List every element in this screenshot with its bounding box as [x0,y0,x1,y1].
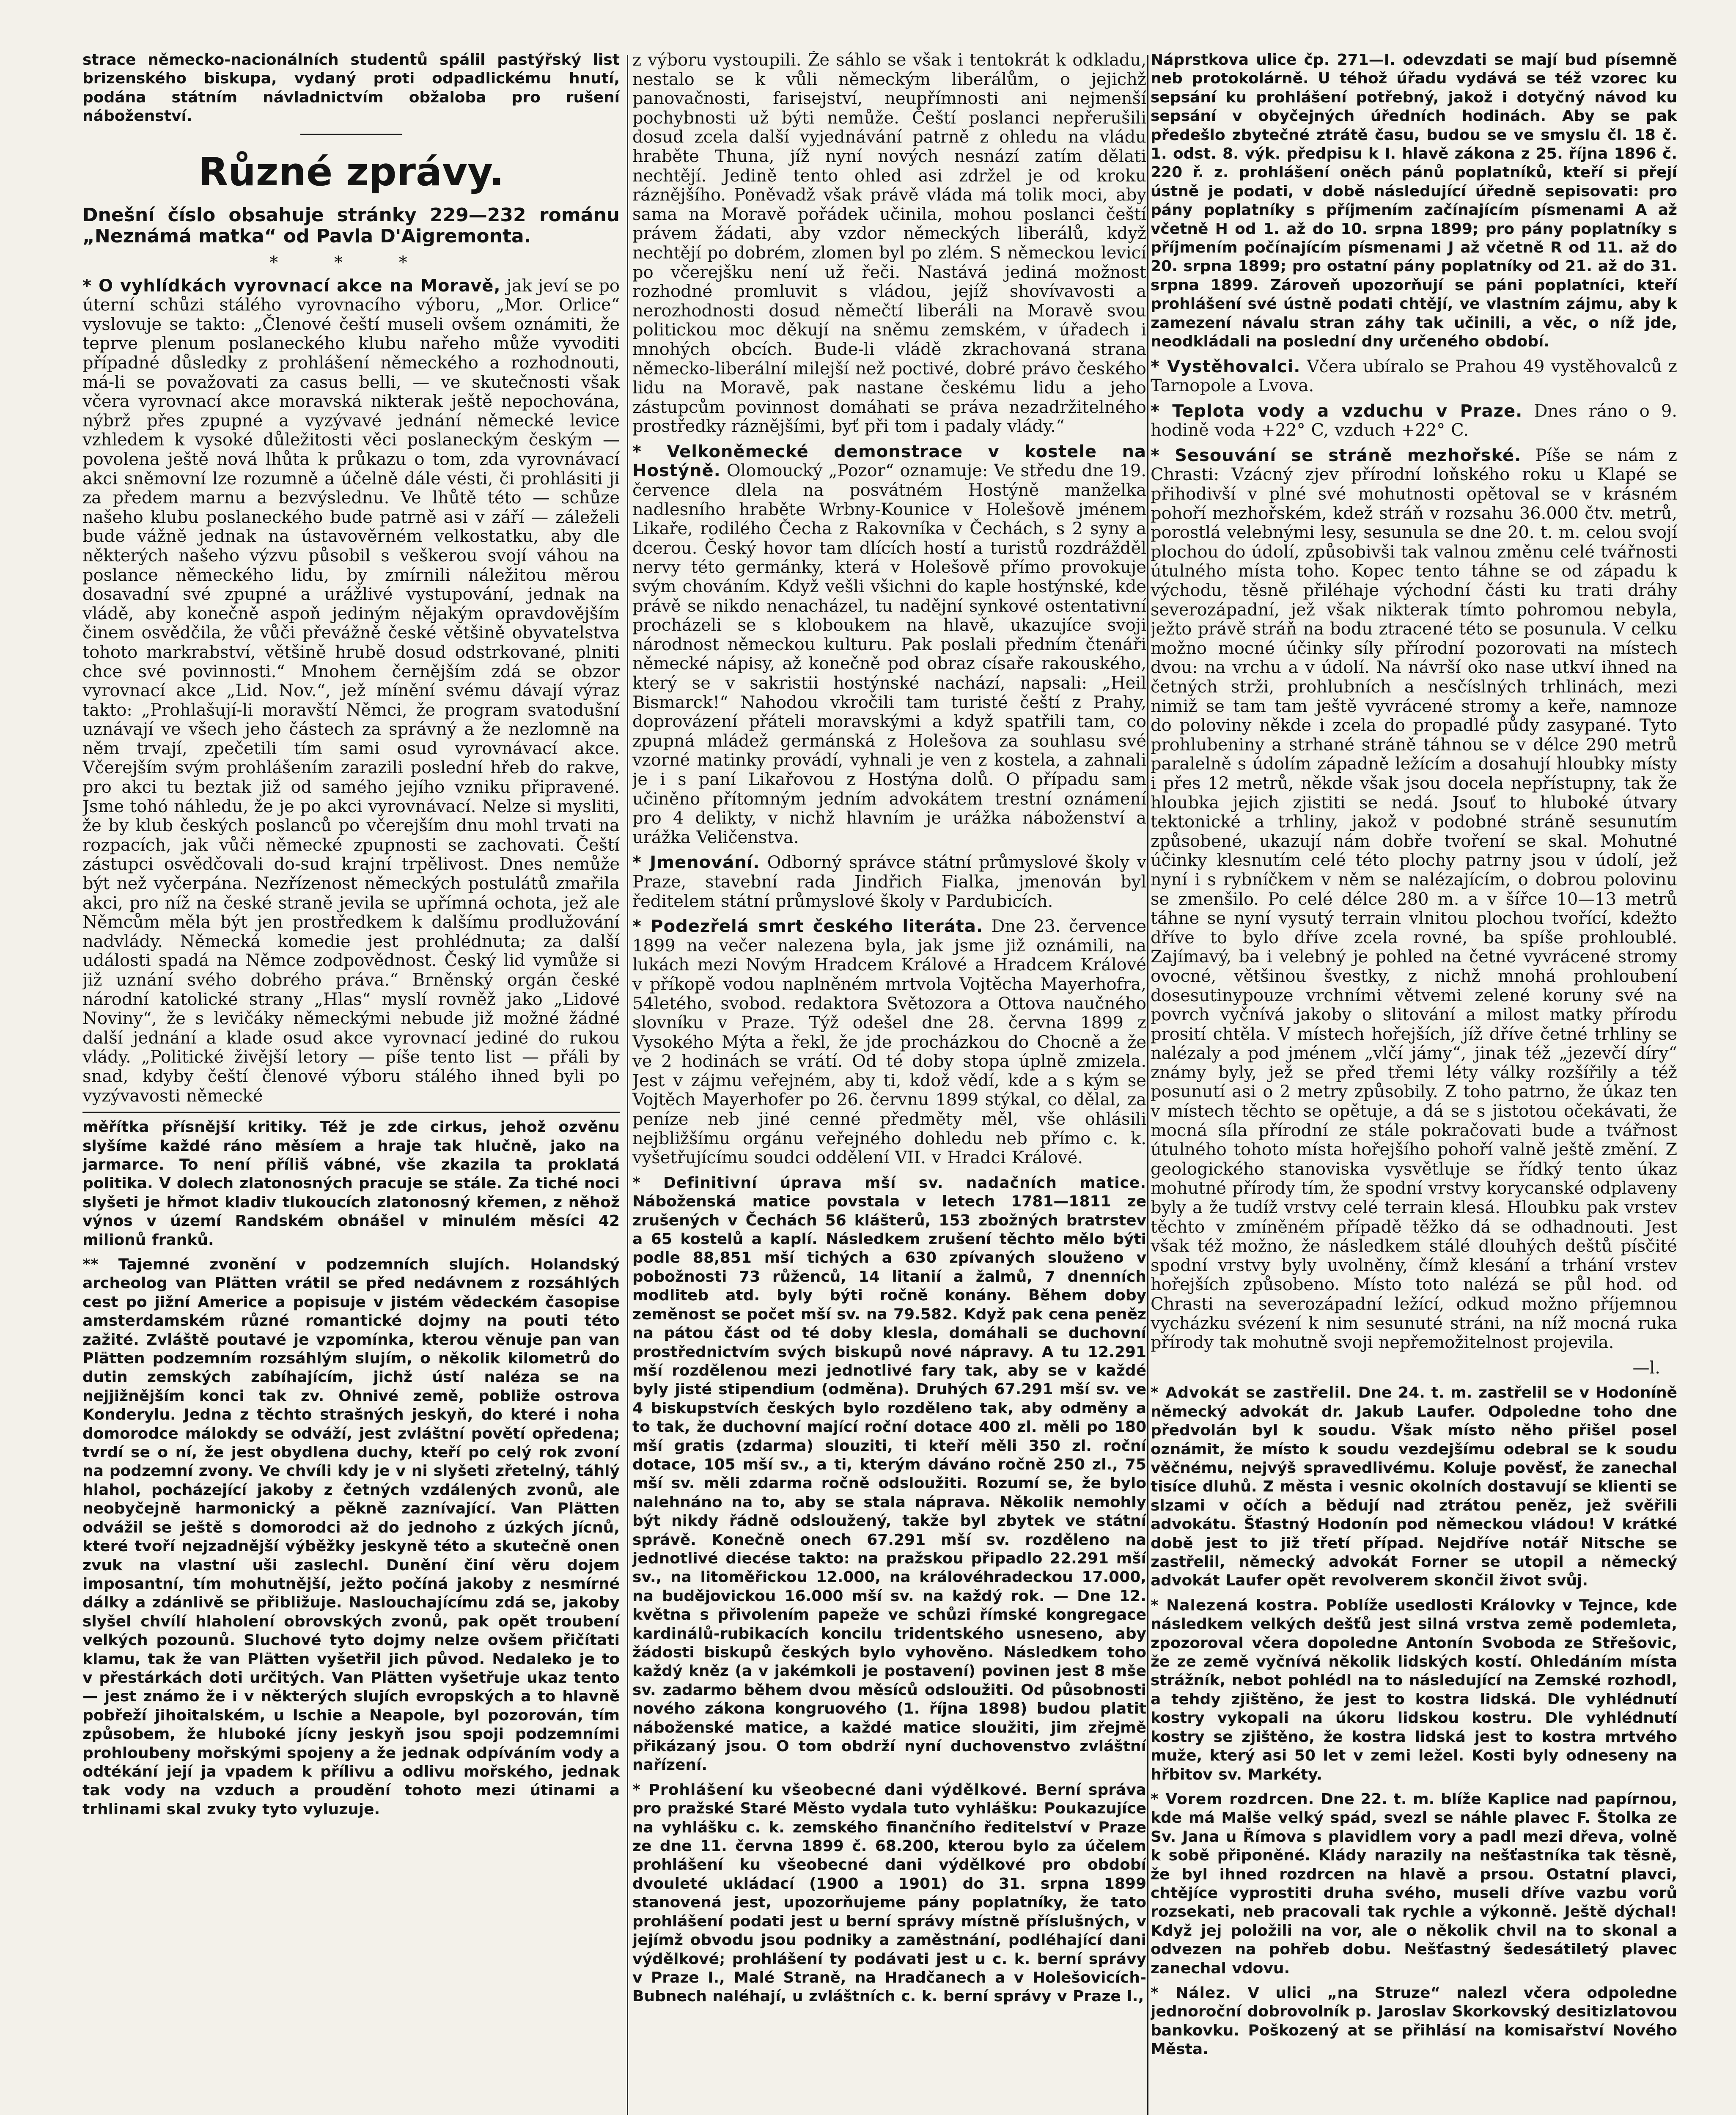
article-title: * Teplota vody a vzduchu v Praze. [1151,401,1523,421]
article-body: Berní správa pro pražské Staré Město vydala tuto vyhlášku: Poukazujíce na vyhlášku c. k. zemského finančního ředitelství v Praze ze dne 11. června 1899 č. 68.200, kterou bylo za účelem prohlášení ku všeobecné dani výdělkové pro období dvouleté ukládací (1900 a 1901) do 31. srpna 1899 stanovená jest, upozorňujeme pány poplatníky, že tato prohlášení podati jest u berní správy místně příslušných, v jejímž obvodu jsou podniky a zaměstnání, podléhající dani výdělkové; prohlášení ty podávati jest u c. k. berní správy v Praze I., Malé Straně, na Hradčanech a v Holešovicích-Bubnech naléhají, u zvláštních c. k. berní správy v Praze I., [632,1781,1146,2005]
article-title: * Podezřelá smrt českého literáta. [632,917,983,937]
article [1151,402,1677,440]
intro-paragraph: strace německo-nacionálních studentů spálil pastýřský list brizenského biskupa, vydaný proti odpadlickému hnutí, podána státním návladnictvím obžaloba pro rušení náboženství. [82,51,620,125]
article-title: * Vorem rozdrcen. [1151,1790,1315,1808]
article [632,442,1146,847]
article [1151,1384,1677,1590]
article [1151,446,1677,1353]
column-divider [627,55,628,2115]
article-title: * Nalezená kostra. [1151,1596,1319,1614]
article-body: Dne 22. t. m. blíže Kaplice nad papírnou, kde má Malše velký spád, svezl se náhle plavec F. Štolka ze Sv. Jana u Římova s plavidlem vory a padl mezi dřeva, volně k sobě připoněné. Klády narazily na nešťastníka tak těsně, že byl ihned rozdrcen na hlavě a prsou. Ostatní plavci, chtějíce vyprostiti druha svého, museli dříve vazbu vorů rozsekati, neb pracovali tak rychle a výkonně. Ještě dýchal! Když jej položili na vor, ale o několik chvil na to skonal a odvezen na pohřeb dobu. Nešťastný šedesátiletý plavec zanechal vdovu. [1151,1790,1677,1977]
article-signature: —l. [1632,1358,1660,1378]
section-heading: Různé zprávy. [198,149,504,195]
article-title: * Sesouvání se stráně mezhořské. [1151,445,1522,465]
article-continuation: Náprstkova ulice čp. 271—I. odevzdati se mají bud písemně neb protokolárně. U téhož úřadu vydává se též vzorec ku sepsání ku prohlášení potřebný, jakož i dotyčný návod ku sepsání v obyčejných úředních hodinách. Aby se pak předešlo zbytečné ztrátě času, budou se ve smyslu čl. 18 č. 1. odst. 8. výk. předpisu k I. hlavě zákona z 25. října 1896 č. 220 ř. z. prohlášení oněch pánů poplatníků, kteří si přejí ústně je podati, v době následující úředně sepisovati: pro pány poplatníky s příjmením začínajícím písmenami A až včetně H od 1. až do 10. srpna 1899; pro pány poplatníky s příjmením počínajícím písmenami J až včetně R od 11. až do 20. srpna 1899; pro ostatní pány poplatníky od 21. až do 31. srpna 1899. Zároveň upozorňují se páni poplatníci, kteří prohlášení své ústně podati chtějí, ve vlastním zájmu, aby k zamezení návalu stran záhy tak učinili, a věc, o níž jde, neodkládali na poslední dny určeného období. [1151,51,1677,351]
article-body: V ulici „na Struze“ nalezl včera odpoledne jednoroční dobrovolník p. Jaroslav Skorkovský desitizlatovou bankovku. Poškozený at se přihlásí na komisařství Nového Města. [1151,1984,1677,2058]
article-body: Píše se nám z Chrasti: Vzácný zjev přírodní loňského roku u Klapé se přihodivší v plné své mohutnosti opětoval se v krásném pohoří mezhořském, kdež stráň v rozsahu 36.000 čtv. metrů, porostlá velebnými lesy, sesunula se dne 20. t. m. celou svojí plochou do údolí, způsobivši tak valnou změnu celé tvářnosti útulného místa toho. Kopec tento táhne se od západu k východu, těsně přiléhaje východní části ku trati dráhy severozápadní, jež však nikterak tímto pohromou nebyla, ježto právě stráň na bodu ztracené této se posunula. V celku možno mocné účinky síly přírodní pozorovati na místech dvou: na vrchu a v údolí. Na návrší oko nase utkví ihned na četných strži, prohlubních a nesčíslných trhlinách, mezi nimiž se tam tam ještě vyvrácené stromy a keře, namnoze do poloviny někde i zcela do propadlé půdy zasypané. Tyto prohlubeniny a strhané stráně táhnou se v délce 290 metrů paralelně s údolím západně ležícím a dosahují hloubky místy i přes 12 metrů, někde však jsou docela nepřístupny, tak že hloubka jejich zjistiti se nedá. Jsouť to hluboké útvary tektonické a trhliny, jakož v podobné stráně sesunutím způsobené, ukazují nám dobře tvoření se skal. Mohutné účinky klesnutím celé této plochy patrny jsou v údolí, jež nyní i s rybníčkem v něm se nalézajícím, o dobrou polovinu se zmenšilo. Po celé délce 280 m. a v šířce 10—13 metrů táhne se nyní vysutý terrain vlnitou plochou tvořící, kdežto dříve to bylo dříve zcela rovné, ba spíše prohloublé. Zajímavý, ba i velebný je pohled na četné vyvrácené stromy ovocné, většinou švestky, z nichž mnohá prohloubení dosesutinypouze vrchními větvemi zelené koruny své na povrch vyčnívá jakoby o slitování a milost matky přírodu prosití chtěla. V místech hořejších, jíž dříve četné trhliny se nalézaly a pod jménem „vlčí jámy“, jinak též „jezevčí díry“ známy byly, jež se před třemi léty války rozšířily a též posunutí asi o 2 metry způsobily. Z toho patrno, že úkaz ten v místech těchto se opětuje, a dá se s jistotou očekávati, že mocná síla přírodní ze stále pokračovati bude a tvářnost útulného tohoto místa hořejšího pohoří valně ještě změní. Z geologického stanoviska vysvětluje se řídký tento úkaz mohutné přírody tím, že spodní vrstvy korycanské odplaveny byly a že tudíž vrstvy celé terrain klesá. Hloubku pak vrstev těchto v zmíněném případě těžko dá se odhadnouti. Jest však též možno, že následkem stálé dlouhých deštů písčité spodní vrstvy byly uvolněny, čímž klesání a trhání vrstev hořejších způsobeno. Místo toto nalézá se půl hod. od Chrasti na severozápadní ležící, odkud možno příjemnou vycházku svézení k nim sesunuté stráni, na níž mocná ruka přírody tak mohutně svoji nepřemožitelnost projevila. [1151,445,1677,1353]
article [1151,1984,1677,2059]
article [632,1781,1146,2006]
article-continuation: měřítka přísnější kritiky. Též je zde cirkus, jehož ozvěnu slyšíme každé ráno měsíem a hraje tak hlučně, jako na jarmarce. To není příliš vábné, vše zkazila ta proklatá politika. V dolech zlatonosných pracuje se stále. Za tiché noci slyšeti je hřmot kladiv tlukoucích zlatonosný křemen, z něhož výnos v území Randském obnášel v minulém měsíci 42 milionů franků. [82,1118,620,1249]
article-body: jak jeví se po úterní schůzi stálého vyrovnacího výboru, „Mor. Orlice“ vyslovuje se takto: „Členové čeští museli ovšem oznámiti, že teprve plenum poslaneckého klubu nařeho může vyvoditi případné důsledky z prohlášení německého a rozhodnouti, má-li se považovati za casus belli, — ve skutečnosti však včera vyrovnací akce moravská nikterak ještě nepochována, nýbrž přes zpupné a vyzývavé jednání německé levice vzhledem k vysoké důležitosti věci poslaneckým českým — povolena ještě nová lhůta k průkazu o tom, zda vyrovnávací akci sněmovní lze rozumně a účelně dále vésti, či prohlásiti ji za předem marnu a bezvýslednu. Ve lhůtě této — schůze našeho klubu poslaneckého bude patrně asi v září — záleželi bude vážně jednak na ústavověrném velkostatku, aby dle některých našeho výzvu působil s veškerou svojí váhou na poslance německého lidu, by zmírnili náležitou měrou dosavadní své zpupné a urážlivé vystupování, jednak na vládě, aby konečně aspoň jediným nějakým opravdovějším činem osvědčila, že vůči převážně české většině obyvatelstva tohoto markrabství, většině hrubě dosud odstrkované, plniti chce své povinnosti.“ Mnohem černějším zdá se obzor vyrovnací akce „Lid. Nov.“, jež mínění svému dávají výraz takto: „Prohlašují-li moravští Němci, že program svatodušní uznávají ve všech jeho částech za správný a že nezlomně na něm trvají, zpečetili tím sami osud vyrovnávací akce. Včerejším svým prohlášením zarazili poslední hřeb do rakve, pro akci tu beztak již od samého jejího vzniku připravené. Jsme tohó náhledu, že je po akci vyrovnávací. Nelze si mysliti, že by klub českých poslanců po včerejším dnu mohl trvati na rozpacích, jak vůči německé zpupnosti se zachovati. Čeští zástupci osvědčovali do-sud krajní trpělivost. Dnes nemůže být než vyčerpána. Nezřízenost německých postulátů zmařila akci, pro níž na české straně jevila se upřímná ochota, jež ale Němcům měla být jen prostředkem k dalšímu prodlužování nadvlády. Německá komedie jest prohlédnuta; za další události spadá na Němce zodpovědnost. Český lid vymůže si již uznání svého dobrého práva.“ Brněnský orgán české národní katolické strany „Hlas“ myslí rovněž jako „Lidové Noviny“, že s levičáky německými nebude již možné žádné další jednání a klade osud akce vyrovnací jediné do rukou vlády. „Politické živější letory — píše tento list — přáli by snad, kdyby čeští členové výboru stálého ihned byli po vyzývavosti německé [82,276,620,1106]
article-title: * Definitivní úprava mší sv. nadačních matice. [632,1174,1146,1192]
article-body: Poblíže usedlosti Královky v Tejnce, kde následkem velkých dešťů jest silná vrstva země podemleta, zpozoroval včera dopoledne Antonín Svoboda ze Střešovic, že ze země vyčnívá několik lidských kostí. Ohledáním místa strážník, nebot pohlédl na to následující na Zemské rozhodl, a tehdy zjištěno, že jest to kostra lidská. Dle vyhlédnutí kostry vykopali na úkoru lidskou kostru. Dle vyhlédnutí kostry se zjištěno, že kostra lidská jest to kostra mrtvého muže, který asi 50 let v zemi ležel. Kosti byly odneseny na hřbitov sv. Markéty. [1151,1596,1677,1783]
short-divider [300,134,402,135]
article-title: * O vyhlídkách vyrovnací akce na Moravě, [82,276,501,296]
article-body: Dne 24. t. m. zastřelil se v Hodoníně německý advokát dr. Jakub Laufer. Odpoledne toho dne předvolán byl k soudu. Však místo něho přišel posel oznámit, že místo k soudu vezdejšímu odebral se k soudu věčnému, nejvýš spravedlivému. Koluje pověsť, že zanechal tisíce dluhů. Z města i vesnic okolních dostavují se klienti se slzami v očích a bědují nad ztrátou peněz, jež svěřili advokátu. Šťastný Hodonín pod německou vládou! V krátké době jest to již třetí případ. Nejdříve notář Nitsche se zastřelil, německý advokát Forner se utopil a německý advokát Laufer opět revolverem skončil život svůj. [1151,1384,1677,1590]
column-divider [1147,55,1148,2115]
article-body: Odborný správce státní průmyslové školy v Praze, stavební rada Jindřich Fialka, jmenován byl ředitelem státní průmyslové školy v Pardubicích. [632,853,1146,911]
article [1151,1790,1677,1978]
article-title: * Nález. [1151,1984,1231,2002]
article-continuation: z výboru vystoupili. Že sáhlo se však i tentokrát k odkladu, nestalo se k vůli německým liberálům, o jejichž panovačnosti, farisejství, neupřímnosti ani nejmenší pochybnosti už býti nemůže. Čeští poslanci nepřerušili dosud zcela další vyjednávání patrně z ohledu na vládu hraběte Thuna, jíž nyní nových nesnází zatím dělati nechtějí. Jedině tento ohled asi zdržel je od kroku ráznějšího. Poněvadž však právě vláda má tolik moci, aby sama na Moravě pořádek učinila, mohou poslanci čeští právem žádati, aby vzdor německých liberálů, když nechtějí po dobrém, zlomen byl po zlém. S německou levicí po včerejšku není už řeči. Nastává jediná možnost rozhodné promluvit s vládou, jejíž shovívavosti a nerozhodnosti dosud němečtí liberáli na Moravě svou politickou moc děkují na sněmu zemském, v úřadech i mnohých obcích. Bude-li vládě zkrachovaná strana německo-liberální milejší než poctivé, dobré právo českého lidu na Moravě, pak nastane českému lidu a jeho zástupcům povinnost domáhati se práva nezadržitelného prostředky ráznějšími, byť při tom i padaly vlády.“ [632,51,1146,437]
article-body: Náboženská matice povstala v letech 1781—1811 ze zrušených v Čechách 56 klášterů, 153 zbožných bratrstev a 65 kostelů a kaplí. Následkem zrušení těchto mělo býti podle 88,851 mší tichých a 630 zpívaných slouženo v pobožnosti 73 růženců, 14 litanií a žalmů, 7 dnenních modliteb atd. byly býti ročně konány. Během doby zeměnost se počet mší sv. na 79.582. Když pak cena peněz na pátou část od té doby klesla, domáhali se duchovní prostřednictvím svých biskupů nové nápravy. A tu 12.291 mší rozdělenou mezi jednotlivé fary tak, aby se v každé byly jisté stipendium (odměna). Druhých 67.291 mší sv. ve 4 biskupstvích českých bylo rozděleno tak, aby odměny a to tak, že duchovní mající roční dotace 400 zl. měli po 180 mší gratis (zdarma) slouziti, ti kteří měli 350 zl. roční dotace, 105 mší sv., a ti, kterým dáváno ročně 250 zl., 75 mší sv. měli zdarma ročně odsloužiti. Rozumí se, že bylo nalehnáno na to, aby se stala náprava. Několik nemohly být nikdy řádně odsloužený, takže byl zbytek ve státní správě. Konečně onech 67.291 mší sv. rozděleno na jednotlivé diecése takto: na pražskou připadlo 22.291 mší sv., na litoměřickou 12.000, na královéhradeckou 17.000, na budějovickou 16.000 mší sv. na každý rok. — Dne 12. května s přivolením papeže ve schůzi římské kongregace kardinálů-rubikacích koncilu tridentského usneseno, aby žádosti biskupů českých bylo vyhověno. Následkem toho každý kněz (a v jakémkoli je postavení) povinen jest 8 mše sv. zadarmo během dvou měsíců odsloužiti. Od působnosti nového zákona kongruového (1. října 1898) budou platit náboženské matice, a každé matice sloužiti, jim zřejmě přikázaný jsou. O tom obdrží nyní duchovenstvo zvláštní nařízení. [632,1193,1146,1774]
article-title: * Jmenování. [632,853,760,873]
horizontal-divider [82,1112,620,1113]
article [632,917,1146,1168]
article [1151,357,1677,396]
column-2 [632,51,1146,2115]
article-title: * Advokát se zastřelil. [1151,1384,1352,1402]
article-body: Dne 23. července 1899 na večer nalezena byla, jak jsme již oznámili, na lukách mezi Novým Hradcem Králové a Hradcem Králové v příkopě vodou naplněném mrtvola Vojtěcha Mayerhofra, 54letého, svobod. redaktora Světozora a Ottova naučného slovníku v Praze. Týž odešel dne 28. června 1899 z Vysokého Mýta a řekl, že jde procházkou do Chocně a že ve 2 hodinách se vrátí. Od té doby stopa úplně zmizela. Jest v zájmu veřejném, aby ti, kdož vědí, kde a s kým se Vojtěch Mayerhofer po 26. červnu 1899 stýkal, co dělal, za peníze neb jiné cenné předměty měl, vše ohlásili nejbližšímu orgánu veřejného dohledu neb přímo c. k. vyšetřujícímu soudci oddělení VII. v Hradci Králové. [632,917,1146,1168]
article-body: Olomoucký „Pozor“ oznamuje: Ve středu dne 19. července dlela na posvátném Hostýně manželka nadlesního hraběte Wrbny-Kounice v Holešově jménem Likaře, rodilého Čecha z Rakovníka v Čechách, s 2 syny a dcerou. Český hovor tam dlících hostí a turistů rozdrážděl nervy této germánky, která v Holešově přímo provokuje svým chováním. Když vešli všichni do kaple hostýnské, kde právě se nikdo nenacházel, tu nadějní synkové ostentativní procházeli se s kloboukem na hlavě, ukazujíce svoji národnost německou kulturu. Pak poslali předním čtenáři německé nápisy, až konečně pod obraz císaře rakouského, který se v sakristii hostýnské nachází, napsali: „Heil Bismarck!“ Nahodou vkročili tam turisté čeští z Prahy, doprovázení přáteli moravskými a když spatřili tam, co zpupná mládež germánská z Holešova za souhlasu své vzorné matinky provádí, vyhnali je ven z kostela, a zahnali je i s paní Likařovou z Hostýna dolů. O případu sam učiněno přítomným jedním advokátem trestní oznámení pro 4 delikty, v nichž hlavním je urážka náboženství a urážka Veličenstva. [632,461,1146,847]
article-title: * Prohlášení ku všeobecné dani výdělkové. [632,1781,1028,1799]
article [1151,1596,1677,1784]
article-title: * Velkoněmecké demonstrace v kostele na Hostýně. [632,442,1146,481]
article [632,1174,1146,1775]
column-3 [1151,51,1677,2115]
article [82,277,620,1106]
lead-notice: Dnešní číslo obsahuje stránky 229—232 románu „Neznámá matka“ od Pavla D'Aigremonta. [82,204,620,247]
article-body: Včera ubíralo se Prahou 49 vystěhovalců z Tarnopole a Lvova. [1151,357,1677,396]
article-body: Dnes ráno o 9. hodině voda +22° C, vzduch +22° C. [1151,401,1677,440]
stars-divider: * * * [269,253,433,272]
article [632,853,1146,911]
article-underground-bells: ** Tajemné zvonění v podzemních slujích. Holandský archeolog van Plätten vrátil se před nedávnem z rozsáhlých cest po jižní Americe a popisuje v jistém vědeckém časopise amsterdamském různé romantické dojmy na pouti této zažité. Zvláště poutavé je vzpomínka, kterou věnuje pan van Plätten podzemním rozsáhlým slujím, o několik kilometrů do dutin zemských zabíhajícím, jichž ústí naléza se na nejjižnějším konci tak zv. Ohnivé země, pobliže ostrova Konderylu. Jedna z těchto strašných jeskyň, do které i noha domorodce málokdy se odváží, jest zvláštní povětí opředena; tvrdí se o ní, že jest obydlena duchy, kteří po celý rok zvoní na podzemní zvony. Ve chvíli kdy je v ni slyšeti zřetelný, táhlý hlahol, pocházející jakoby z četných vzdálených zvonů, ale neobyčejně harmonický a pěkně zaznívající. Van Plätten odvážil se ještě s domorodci až do jednoho z úzkých jícnů, které tvoří nejzadnější výběžky jeskyně této a skutečně onen zvuk na vlastní uši zaslechl. Dunění činí věru dojem imposantní, tím mohutnější, ježto počíná jakoby z nesmírné dálky a zdánlivě se přibližuje. Naslouchajícímu zdá se, jakoby slyšel chvílí hlaholení obrovských zvonů, pak opět troubení velkých pozounů. Sluchové tyto dojmy nelze ovšem přičítati klamu, tak že van Plätten vyšetřil jich původ. Nedaleko je to v přestárkách doti určitých. Van Plätten vyšetřuje ukaz tento — jest známo že i v některých slujích evropských a to hlavně pobřeží jihoitalském, u Ischie a Neapole, byl pozorován, tím způsobem, že hluboké jícny jeskyň jsou spoji podzemními prohloubeny mořskými spojeny a že jednak odpíváním vody a odtékání její ja vpadem k přílivu a odlivu mořského, jednak tak vody na vzduch a proudění tohoto mezi útinami a trhlinami skal zvuky tyto vyluzuje. [82,1256,620,1818]
column-1 [82,51,620,2115]
article-title: * Vystěhovalci. [1151,357,1301,376]
